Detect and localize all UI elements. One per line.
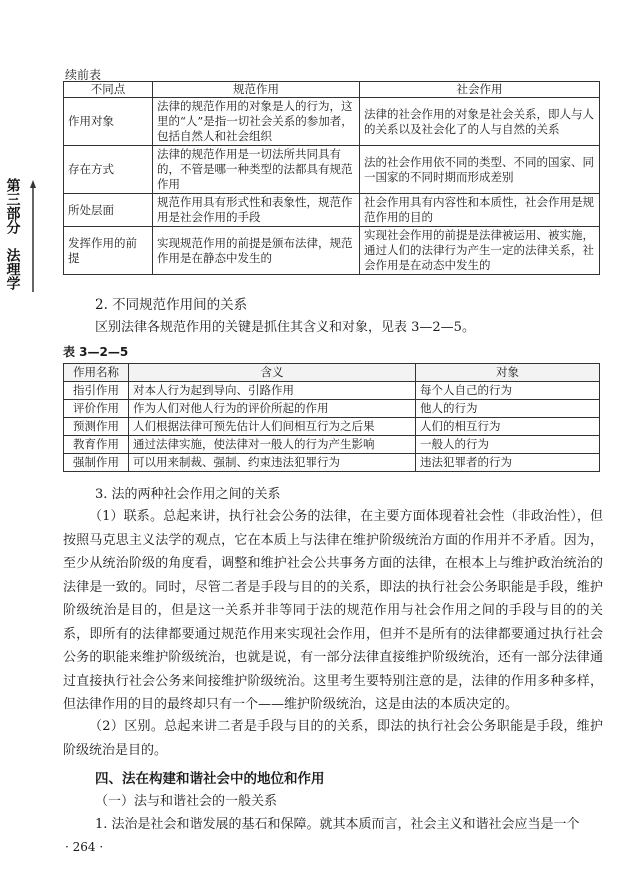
paragraph-connection: （1）联系。总起来讲，执行社会公务的法律，在主要方面体现着社会性（非政治性），但按照马克思主义法学的观点，它在本质上与法律在维护阶级统治方面的作用并不矛盾。因为，至少从统治阶级的角度看，调整和维护社会公共事务方面的法律，在根本上与维护政治统治的法律是一致的。同时，尽管二者是手段与目的的关系，即法的执行社会公务职能是手段，维护阶级统治是目的，但是这一关系并非等同于法的规范作用与社会作用之间的手段与目的的关系，即所有的法律都要通过规范作用来实现社会作用，但并不是所有的法律都要通过执行社会公务的职能来维护阶级统治，也就是说，有一部分法律直接维护阶级统治，还有一部分法律通过直接执行社会公务来间接维护阶级统治。这里考生要特别注意的是，法律的作用多种多样，但法律作用的目的最终却只有一个——维护阶级统治，这是由法的本质决定的。	[63, 509, 603, 712]
table-cell: 存在方式	[64, 146, 153, 194]
table-cell: 对本人行为起到导向、引路作用	[129, 382, 416, 400]
table-header-cell: 社会作用	[360, 82, 600, 98]
table-cell: 法律的社会作用的对象是社会关系，即人与人的关系以及社会化了的人与自然的关系	[360, 98, 600, 146]
table-cell: 可以用来制裁、强制、约束违法犯罪行为	[129, 454, 416, 472]
table-cell: 教育作用	[64, 436, 129, 454]
table-cell: 法律的规范作用是一切法所共同具有的，不管是哪一种类型的法都具有规范作用	[153, 146, 360, 194]
body-line: 1. 法治是社会和谐发展的基石和保障。就其本质而言，社会主义和谐社会应当是一个	[95, 817, 580, 832]
page-number: · 264 ·	[65, 840, 104, 854]
table-row	[64, 436, 600, 454]
table-cell: 发挥作用的前提	[64, 227, 153, 275]
table-cell: 实现规范作用的前提是颁布法律，规范作用是在静态中发生的	[153, 227, 360, 275]
table-caption: 表 3—2—5	[63, 345, 129, 359]
table-cell: 他人的行为	[416, 400, 600, 418]
table-row	[64, 146, 600, 194]
table-header-row	[64, 82, 600, 98]
table-header-cell: 对象	[416, 364, 600, 382]
table-row	[64, 454, 600, 472]
section-heading: 3. 法的两种社会作用之间的关系	[95, 487, 281, 502]
table-cell: 人们根据法律可预先估计人们间相互行为之后果	[129, 418, 416, 436]
table-cell: 指引作用	[64, 382, 129, 400]
table-row	[64, 382, 600, 400]
table-row	[64, 418, 600, 436]
table-cell: 规范作用具有形式性和表象性，规范作用是社会作用的手段	[153, 194, 360, 227]
comparison-table	[63, 81, 600, 275]
table-row	[64, 98, 600, 146]
table-cell: 一般人的行为	[416, 436, 600, 454]
table-cell: 作用对象	[64, 98, 153, 146]
table-cell: 所处层面	[64, 194, 153, 227]
table-cell: 作为人们对他人行为的评价所起的作用	[129, 400, 416, 418]
paragraph-difference: （2）区别。总起来讲二者是手段与目的的关系，即法的执行社会公务职能是手段，维护阶级统治是目的。	[63, 719, 603, 758]
table-header-cell: 含义	[129, 364, 416, 382]
table-cell: 人们的相互行为	[416, 418, 600, 436]
table-row	[64, 400, 600, 418]
table-cell: 法律的规范作用的对象是人的行为，这里的“人”是指一切社会关系的参加者，包括自然人和社会组织	[153, 98, 360, 146]
continued-table-label: 续前表	[65, 68, 102, 82]
table-cell: 法的社会作用依不同的类型、不同的国家、同一国家的不同时期而形成差别	[360, 146, 600, 194]
table-cell: 每个人自己的行为	[416, 382, 600, 400]
chapter-section-heading: 四、法在构建和谐社会中的地位和作用	[95, 771, 325, 787]
subsection-heading: （一）法与和谐社会的一般关系	[95, 794, 278, 809]
function-table	[63, 363, 600, 472]
table-cell: 强制作用	[64, 454, 129, 472]
table-cell: 实现社会作用的前提是法律被运用、被实施，通过人们的法律行为产生一定的法律关系，社会作用是在动态中发生的	[360, 227, 600, 275]
side-section-tab	[0, 178, 24, 298]
table-row	[64, 194, 600, 227]
table-cell: 违法犯罪者的行为	[416, 454, 600, 472]
table-header-cell: 作用名称	[64, 364, 129, 382]
table-cell: 社会作用具有内容性和本质性，社会作用是规范作用的目的	[360, 194, 600, 227]
table-header-cell: 规范作用	[153, 82, 360, 98]
table-header-row	[64, 364, 600, 382]
section-intro: 区别法律各规范作用的关键是抓住其含义和对象，见表 3—2—5。	[95, 320, 475, 335]
side-tab-text: 第三部分 法理学	[4, 178, 21, 290]
table-row	[64, 227, 600, 275]
table-cell: 预测作用	[64, 418, 129, 436]
table-cell: 评价作用	[64, 400, 129, 418]
table-cell: 通过法律实施，使法律对一般人的行为产生影响	[129, 436, 416, 454]
section-heading: 2. 不同规范作用间的关系	[95, 297, 248, 313]
side-arrow-icon	[30, 180, 36, 292]
table-header-cell: 不同点	[64, 82, 153, 98]
